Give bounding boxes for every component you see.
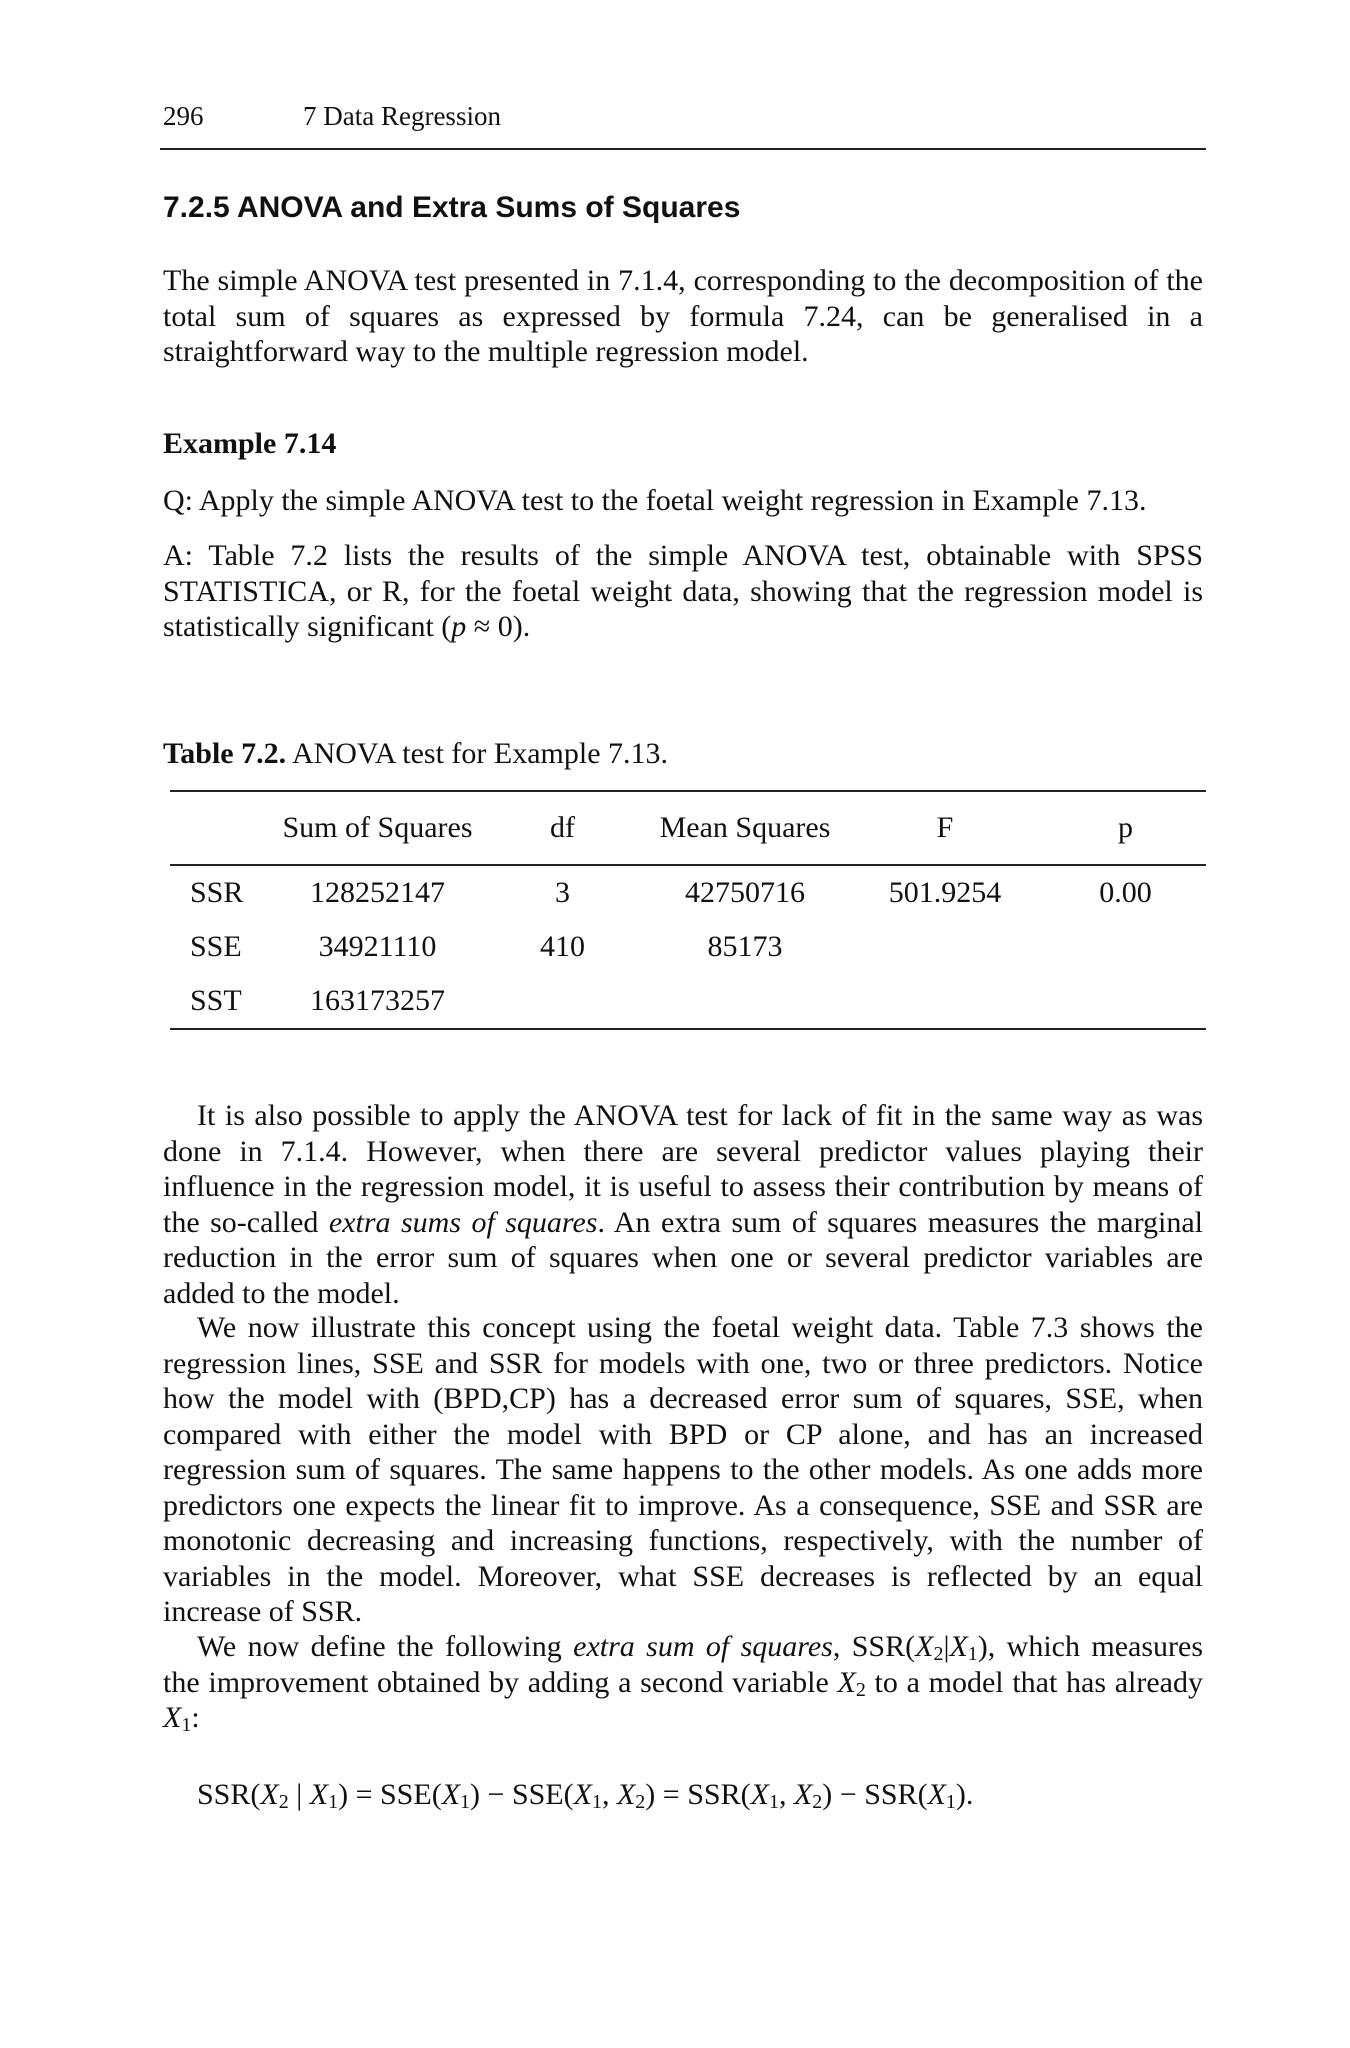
table-cell: SSR: [190, 876, 244, 909]
emphasis: extra sums of squares: [328, 1205, 598, 1239]
table-cell: 34921110: [318, 930, 437, 963]
header-cell-f: F: [936, 811, 954, 844]
table-cell: 128252147: [310, 876, 445, 909]
math-token: SSR: [197, 1778, 251, 1811]
running-title: 7 Data Regression: [303, 101, 501, 131]
text-run: , SSR(: [832, 1630, 916, 1663]
table-cell: 0.00: [1099, 876, 1152, 909]
math-token: ): [338, 1778, 349, 1811]
math-variable: X: [163, 1701, 182, 1734]
math-token: ): [645, 1778, 656, 1811]
math-subscript: 1: [768, 1791, 779, 1813]
example-answer: [163, 538, 1203, 645]
table-cell: 3: [555, 876, 570, 909]
example-title: Example 7.14: [163, 427, 337, 460]
math-token: ): [470, 1778, 481, 1811]
table-caption: [163, 736, 668, 772]
math-token: (: [250, 1778, 261, 1811]
table-row: [170, 974, 1206, 1029]
header-cell-sum-of-squares: Sum of Squares: [282, 811, 473, 844]
body-paragraph-foetal-weight: We now illustrate this concept using the foetal weight data. Table 7.3 shows the regression lines, SSE and SSR for models with one, two or three predictors. Notice how the model with (BPD,CP) has a decreased error sum of squares, SSE, when compared with either the model with BPD or CP alone, and has an increased regression sum of squares. The same happens to the other models. As one adds more predictors one expects the linear fit to improve. As a consequence, SSE and SSR are monotonic decreasing and increasing functions, respectively, with the number of variables in the model. Moreover, what SSE decreases is reflected by an equal increase of SSR.: [163, 1311, 1203, 1628]
header-rule: [160, 148, 1206, 150]
math-variable: X: [949, 1630, 968, 1663]
math-variable: X: [441, 1778, 461, 1811]
table-cell: [645, 974, 845, 1029]
math-token: |: [288, 1778, 310, 1811]
table-cell: 501.9254: [888, 876, 1002, 909]
section-heading: 7.2.5 ANOVA and Extra Sums of Squares: [163, 191, 741, 224]
table-cell: [845, 920, 1045, 974]
math-variable: X: [837, 1665, 856, 1699]
table-cell: 85173: [707, 930, 783, 963]
math-token: SSR: [864, 1778, 918, 1811]
table-cell: [480, 974, 645, 1029]
text-run: We now define the following: [197, 1630, 574, 1663]
text-run: . An extra sum of squares measures the marginal reduction in the error sum of squares when one or several predictor variables are added to the model.: [163, 1205, 1204, 1310]
emphasis: extra sum of squares: [573, 1630, 833, 1663]
math-token: ,: [778, 1778, 794, 1811]
extra-ss-formula: [197, 1777, 973, 1813]
math-variable: X: [573, 1778, 592, 1811]
math-token: (: [431, 1778, 442, 1811]
example-question: Q: Apply the simple ANOVA test to the foetal weight regression in Example 7.13.: [163, 484, 1147, 517]
math-token: ): [822, 1778, 833, 1811]
math-bar: |: [943, 1630, 950, 1663]
math-token: SSR: [687, 1778, 741, 1811]
math-token: (: [563, 1778, 574, 1811]
math-token: ,: [601, 1778, 617, 1811]
table-cell: [1045, 974, 1206, 1029]
math-subscript: 1: [460, 1791, 471, 1813]
header-cell-blank: [170, 791, 275, 865]
math-token: ): [955, 1778, 966, 1811]
header-cell-mean-squares: Mean Squares: [659, 811, 831, 844]
answer-tail: ≈ 0).: [466, 610, 531, 643]
math-variable: X: [309, 1778, 329, 1811]
text-run: It is also possible to apply the ANOVA test for lack of fit in the same way as was done in 7.1.4. However, when there are several predictor values playing their influence in the regression model, it is useful to assess their contribution by means of the so-called: [163, 1099, 1203, 1239]
table-caption-label: Table 7.2.: [163, 737, 287, 770]
table-cell: [1045, 920, 1206, 974]
table-cell: [845, 974, 1045, 1029]
text-run: ), which measures the improvement obtained by adding a second variable: [163, 1630, 1203, 1699]
table-cell: 410: [540, 930, 585, 963]
math-token: −: [832, 1778, 865, 1811]
math-token: (: [917, 1778, 928, 1811]
math-variable: X: [927, 1778, 946, 1811]
body-paragraph-definition: [163, 1629, 1203, 1736]
math-subscript: 1: [591, 1791, 602, 1813]
table-row: [170, 920, 1206, 974]
math-subscript: 1: [181, 1714, 192, 1736]
table-cell: SST: [190, 984, 242, 1017]
math-variable: X: [750, 1778, 769, 1811]
header-cell-p: p: [1118, 811, 1133, 844]
math-subscript: 2: [933, 1643, 944, 1665]
math-variable: X: [915, 1630, 934, 1663]
math-subscript: 2: [855, 1678, 866, 1701]
intro-paragraph: The simple ANOVA test presented in 7.1.4, corresponding to the decomposition of the total sum of squares as expressed by formula 7.24, can be generalised in a straightforward way to the multiple regression model.: [163, 264, 1203, 368]
header-cell-df: df: [550, 811, 575, 844]
math-subscript: 2: [812, 1791, 823, 1813]
math-subscript: 2: [278, 1791, 289, 1813]
table-caption-text: ANOVA test for Example 7.13.: [286, 737, 669, 770]
math-token: =: [348, 1778, 380, 1811]
math-token: −: [480, 1778, 512, 1811]
table-header-row: [170, 791, 1206, 865]
math-variable: X: [260, 1778, 279, 1811]
table-cell: 163173257: [310, 984, 445, 1017]
text-run: to a model that has already: [865, 1665, 1203, 1699]
math-token: SSE: [379, 1778, 432, 1811]
math-subscript: 2: [635, 1791, 646, 1813]
math-token: =: [655, 1778, 688, 1811]
table-cell: SSE: [190, 930, 242, 963]
math-token: (: [740, 1778, 751, 1811]
body-paragraph-lack-of-fit: [163, 1098, 1203, 1311]
math-subscript: 1: [945, 1791, 956, 1813]
math-token: SSE: [511, 1778, 564, 1811]
page-number: 296: [163, 101, 204, 131]
anova-table: [170, 790, 1206, 1030]
math-token: .: [965, 1778, 974, 1811]
answer-p-symbol: p: [451, 610, 467, 643]
table-row: [170, 865, 1206, 920]
text-run: :: [191, 1701, 200, 1734]
math-subscript: 1: [328, 1791, 339, 1813]
math-variable: X: [793, 1778, 813, 1811]
table-cell: 42750716: [685, 876, 805, 909]
math-variable: X: [616, 1778, 636, 1811]
math-subscript: 1: [967, 1643, 978, 1665]
answer-text: A: Table 7.2 lists the results of the simple ANOVA test, obtainable with SPSS STATISTICA, or R, for the foetal weight data, showing that the regression model is statistically significant (: [163, 539, 1203, 643]
